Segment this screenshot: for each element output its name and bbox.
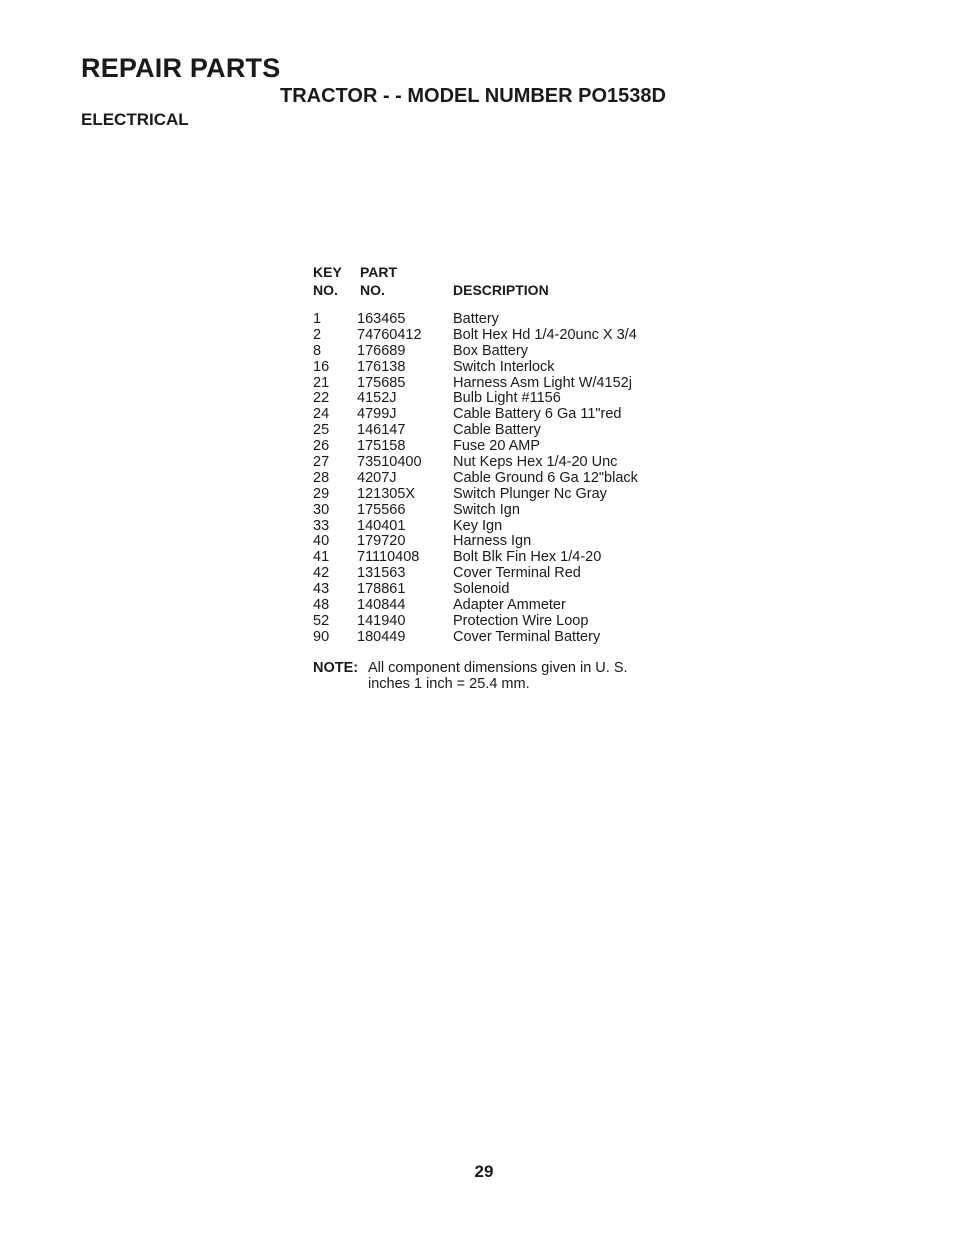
part-header-line2: NO. — [360, 282, 385, 298]
part-no-cell: 71110408 — [357, 549, 420, 566]
key-no-cell: 42 — [313, 565, 330, 582]
description-cell: Cover Terminal Battery — [453, 628, 601, 645]
section-title: ELECTRICAL — [81, 110, 189, 129]
page-title: REPAIR PARTS — [81, 53, 281, 83]
table-row — [313, 630, 733, 646]
page-number: 29 — [474, 1162, 494, 1181]
table-row — [313, 391, 733, 407]
table-row — [313, 503, 733, 519]
table-row — [313, 598, 733, 614]
description-header: DESCRIPTION — [453, 282, 549, 298]
part-no-cell: 175566 — [357, 501, 406, 518]
parts-table-header — [313, 264, 733, 300]
table-row — [313, 407, 733, 423]
description-cell: Harness Ign — [453, 533, 532, 550]
part-no-cell: 176138 — [357, 358, 406, 375]
note — [313, 660, 733, 692]
key-no-cell: 16 — [313, 358, 330, 375]
description-cell: Bulb Light #1156 — [453, 390, 561, 407]
part-no-cell: 175685 — [357, 374, 406, 391]
description-cell: Switch Plunger Nc Gray — [453, 485, 607, 502]
table-row — [313, 582, 733, 598]
description-cell: Battery — [453, 311, 499, 327]
part-no-cell: 163465 — [357, 311, 406, 327]
key-no-cell: 28 — [313, 469, 330, 486]
key-no-cell: 22 — [313, 390, 330, 407]
description-cell: Protection Wire Loop — [453, 612, 589, 629]
model-title: TRACTOR - - MODEL NUMBER PO1538D — [280, 85, 666, 107]
key-no-cell: 27 — [313, 454, 330, 471]
key-no-cell: 41 — [313, 549, 330, 566]
part-no-cell: 140401 — [357, 517, 406, 534]
part-no-cell: 178861 — [357, 581, 406, 598]
description-cell: Harness Asm Light W/4152j — [453, 374, 632, 391]
description-cell: Switch Ign — [453, 501, 520, 518]
table-row — [313, 519, 733, 535]
parts-list — [313, 312, 733, 646]
description-cell: Adapter Ammeter — [453, 597, 566, 614]
part-no-cell: 73510400 — [357, 454, 422, 471]
part-no-cell: 4152J — [357, 390, 397, 407]
parts-table — [313, 264, 733, 692]
key-no-cell: 26 — [313, 438, 330, 455]
part-no-cell: 4799J — [357, 406, 397, 423]
table-row — [313, 550, 733, 566]
part-no-cell: 180449 — [357, 628, 406, 645]
description-cell: Cable Battery 6 Ga 11"red — [453, 406, 622, 423]
table-row — [313, 360, 733, 376]
key-header-line2: NO. — [313, 282, 338, 298]
table-row — [313, 328, 733, 344]
note-label: NOTE: — [313, 659, 359, 676]
description-cell: Fuse 20 AMP — [453, 438, 541, 455]
description-cell: Bolt Hex Hd 1/4-20unc X 3/4 — [453, 326, 637, 343]
key-no-cell: 25 — [313, 422, 330, 439]
description-cell: Cable Ground 6 Ga 12"black — [453, 469, 638, 486]
key-header-line1: KEY — [313, 264, 342, 280]
description-cell: Cover Terminal Red — [453, 565, 581, 582]
key-no-cell: 48 — [313, 597, 330, 614]
key-no-cell: 1 — [313, 311, 322, 327]
part-no-cell: 131563 — [357, 565, 406, 582]
description-cell: Solenoid — [453, 581, 510, 598]
note-text: All component dimensions given in U. S. inches 1 inch = 25.4 mm. — [368, 659, 628, 692]
part-no-cell: 4207J — [357, 469, 397, 486]
table-row — [313, 423, 733, 439]
key-no-cell: 52 — [313, 612, 330, 629]
description-cell: Key Ign — [453, 517, 503, 534]
key-no-cell: 8 — [313, 342, 322, 359]
key-no-cell: 2 — [313, 326, 322, 343]
key-no-cell: 43 — [313, 581, 330, 598]
part-no-cell: 121305X — [357, 485, 416, 502]
table-row — [313, 487, 733, 503]
key-no-cell: 24 — [313, 406, 330, 423]
part-no-cell: 141940 — [357, 612, 406, 629]
description-cell: Cable Battery — [453, 422, 541, 439]
key-no-cell: 33 — [313, 517, 330, 534]
part-no-cell: 175158 — [357, 438, 406, 455]
part-no-cell: 176689 — [357, 342, 406, 359]
table-row — [313, 439, 733, 455]
key-no-cell: 29 — [313, 485, 330, 502]
table-row — [313, 534, 733, 550]
description-cell: Bolt Blk Fin Hex 1/4-20 — [453, 549, 602, 566]
key-no-cell: 40 — [313, 533, 330, 550]
part-no-cell: 179720 — [357, 533, 406, 550]
key-no-cell: 21 — [313, 374, 330, 391]
table-row — [313, 566, 733, 582]
description-cell: Box Battery — [453, 342, 528, 359]
description-cell: Switch Interlock — [453, 358, 555, 375]
table-row — [313, 312, 733, 328]
part-no-cell: 140844 — [357, 597, 406, 614]
table-row — [313, 614, 733, 630]
description-cell: Nut Keps Hex 1/4-20 Unc — [453, 454, 618, 471]
table-row — [313, 455, 733, 471]
table-row — [313, 376, 733, 392]
table-row — [313, 471, 733, 487]
key-no-cell: 30 — [313, 501, 330, 518]
table-row — [313, 344, 733, 360]
part-header-line1: PART — [360, 264, 398, 280]
part-no-cell: 146147 — [357, 422, 406, 439]
part-no-cell: 74760412 — [357, 326, 422, 343]
key-no-cell: 90 — [313, 628, 330, 645]
